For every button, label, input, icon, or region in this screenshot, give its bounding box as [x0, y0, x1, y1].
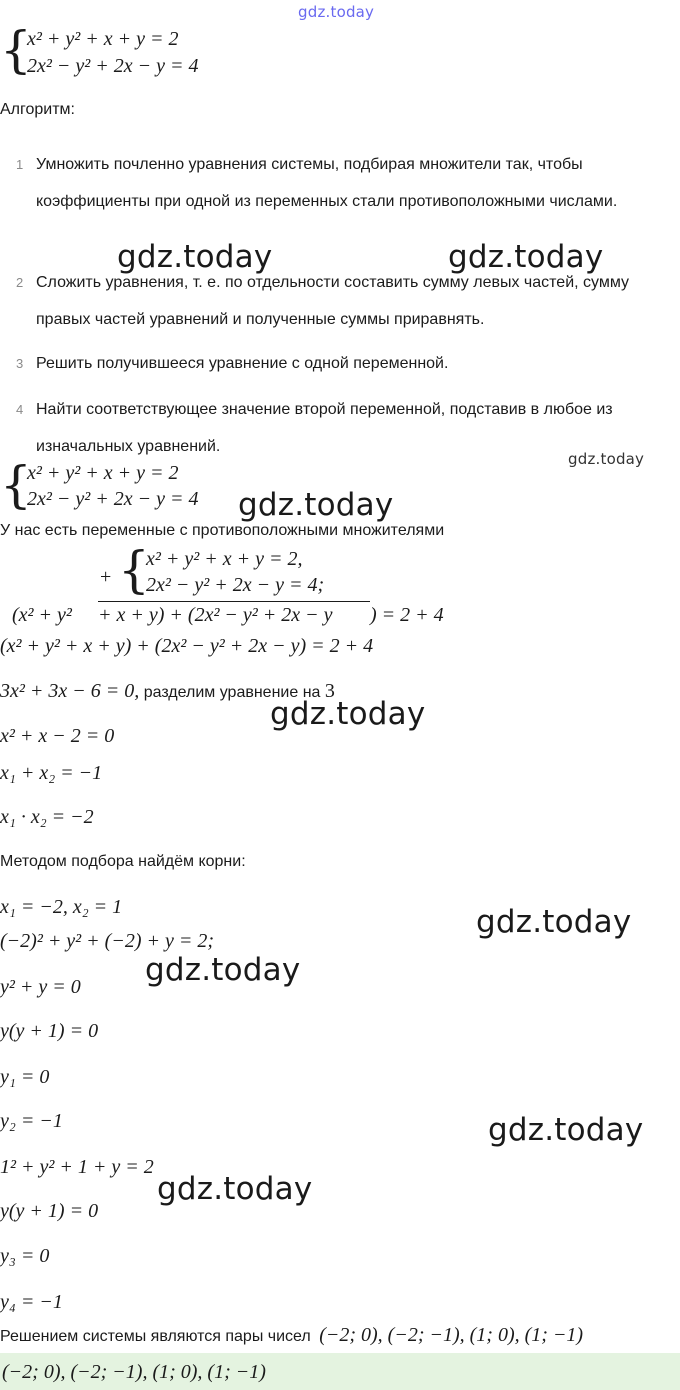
watermark-top: gdz.today	[298, 3, 375, 21]
divide-note: разделим уравнение на	[143, 684, 321, 701]
watermark: gdz.today	[476, 904, 632, 940]
divide-number: 3	[324, 680, 335, 702]
step-number: 2	[16, 275, 24, 290]
watermark: gdz.today	[488, 1112, 644, 1148]
substitution-2: 1² + y² + 1 + y = 2	[0, 1156, 154, 1178]
reduced-equation: 3x² + 3x − 6 = 0,	[0, 680, 140, 702]
watermark-small: gdz.today	[568, 450, 645, 468]
watermark: gdz.today	[448, 239, 604, 275]
vieta-sum: x₁ + x₂ = −1	[0, 762, 103, 784]
y4-value: y₄ = −1	[0, 1291, 63, 1313]
step-number: 1	[16, 157, 24, 172]
substitution-1: (−2)² + y² + (−2) + y = 2;	[0, 930, 215, 952]
watermark: gdz.today	[157, 1171, 313, 1207]
quadratic: x² + x − 2 = 0	[0, 725, 115, 747]
step-text: Найти соответствующее значение второй переменной, подставив в любое из изначальных уравнений.	[36, 401, 613, 455]
plus-sign: +	[100, 566, 112, 588]
addition-brace: {	[118, 541, 150, 599]
answer-box-text: (−2; 0), (−2; −1), (1; 0), (1; −1)	[2, 1361, 266, 1383]
step-number: 3	[16, 356, 24, 371]
vieta-product: x₁ · x₂ = −2	[0, 806, 94, 828]
sum-line-1-part-c: ) = 2 + 4	[370, 604, 444, 626]
y1-value: y₁ = 0	[0, 1066, 50, 1088]
substitution-1-a: y² + y = 0	[0, 976, 81, 998]
sum-line-2: (x² + y² + x + y) + (2x² − y² + 2x − y) = 2 + 4	[0, 635, 374, 657]
substitution-2-b: y(y + 1) = 0	[0, 1200, 99, 1222]
sum-line-1-part-a: (x² + y²	[12, 604, 72, 626]
addition-eq2: 2x² − y² + 2x − y = 4;	[146, 574, 325, 596]
system-brace-2: {	[0, 456, 32, 514]
watermark: gdz.today	[238, 487, 394, 523]
sum-line-1-part-b: + x + y) + (2x² − y² + 2x − y	[98, 604, 333, 626]
roots-note: Методом подбора найдём корни:	[0, 853, 246, 870]
algorithm-step	[16, 345, 676, 382]
y3-value: y₃ = 0	[0, 1245, 50, 1267]
system-brace: {	[0, 21, 32, 79]
sum-overline	[98, 601, 370, 602]
answer-note: Решением системы являются пары чисел	[0, 1328, 311, 1345]
y2-value: y₂ = −1	[0, 1110, 63, 1132]
addition-eq1: x² + y² + x + y = 2,	[146, 548, 303, 570]
algorithm-step	[16, 264, 676, 338]
algorithm-title: Алгоритм:	[0, 101, 75, 118]
step-text: Решить получившееся уравнение с одной переменной.	[36, 355, 449, 372]
watermark: gdz.today	[270, 696, 426, 732]
watermark: gdz.today	[145, 952, 301, 988]
watermark: gdz.today	[117, 239, 273, 275]
opposite-note: У нас есть переменные с противоположными множителями	[0, 522, 445, 539]
roots: x₁ = −2, x₂ = 1	[0, 896, 123, 918]
step-text: Сложить уравнения, т. е. по отдельности составить сумму левых частей, сумму правых частей уравнений и полученные суммы приравнять.	[36, 274, 630, 328]
answer-line	[0, 1323, 583, 1347]
system-eq2: 2x² − y² + 2x − y = 4	[27, 55, 199, 77]
step-number: 4	[16, 402, 24, 417]
step-text: Умножить почленно уравнения системы, подбирая множители так, чтобы коэффициенты при одной из переменных стали противоположными числами.	[36, 156, 618, 210]
answer-inline: (−2; 0), (−2; −1), (1; 0), (1; −1)	[319, 1324, 584, 1346]
system-eq1: x² + y² + x + y = 2	[27, 28, 179, 50]
system2-eq1: x² + y² + x + y = 2	[27, 462, 179, 484]
substitution-1-b: y(y + 1) = 0	[0, 1020, 99, 1042]
system2-eq2: 2x² − y² + 2x − y = 4	[27, 488, 199, 510]
